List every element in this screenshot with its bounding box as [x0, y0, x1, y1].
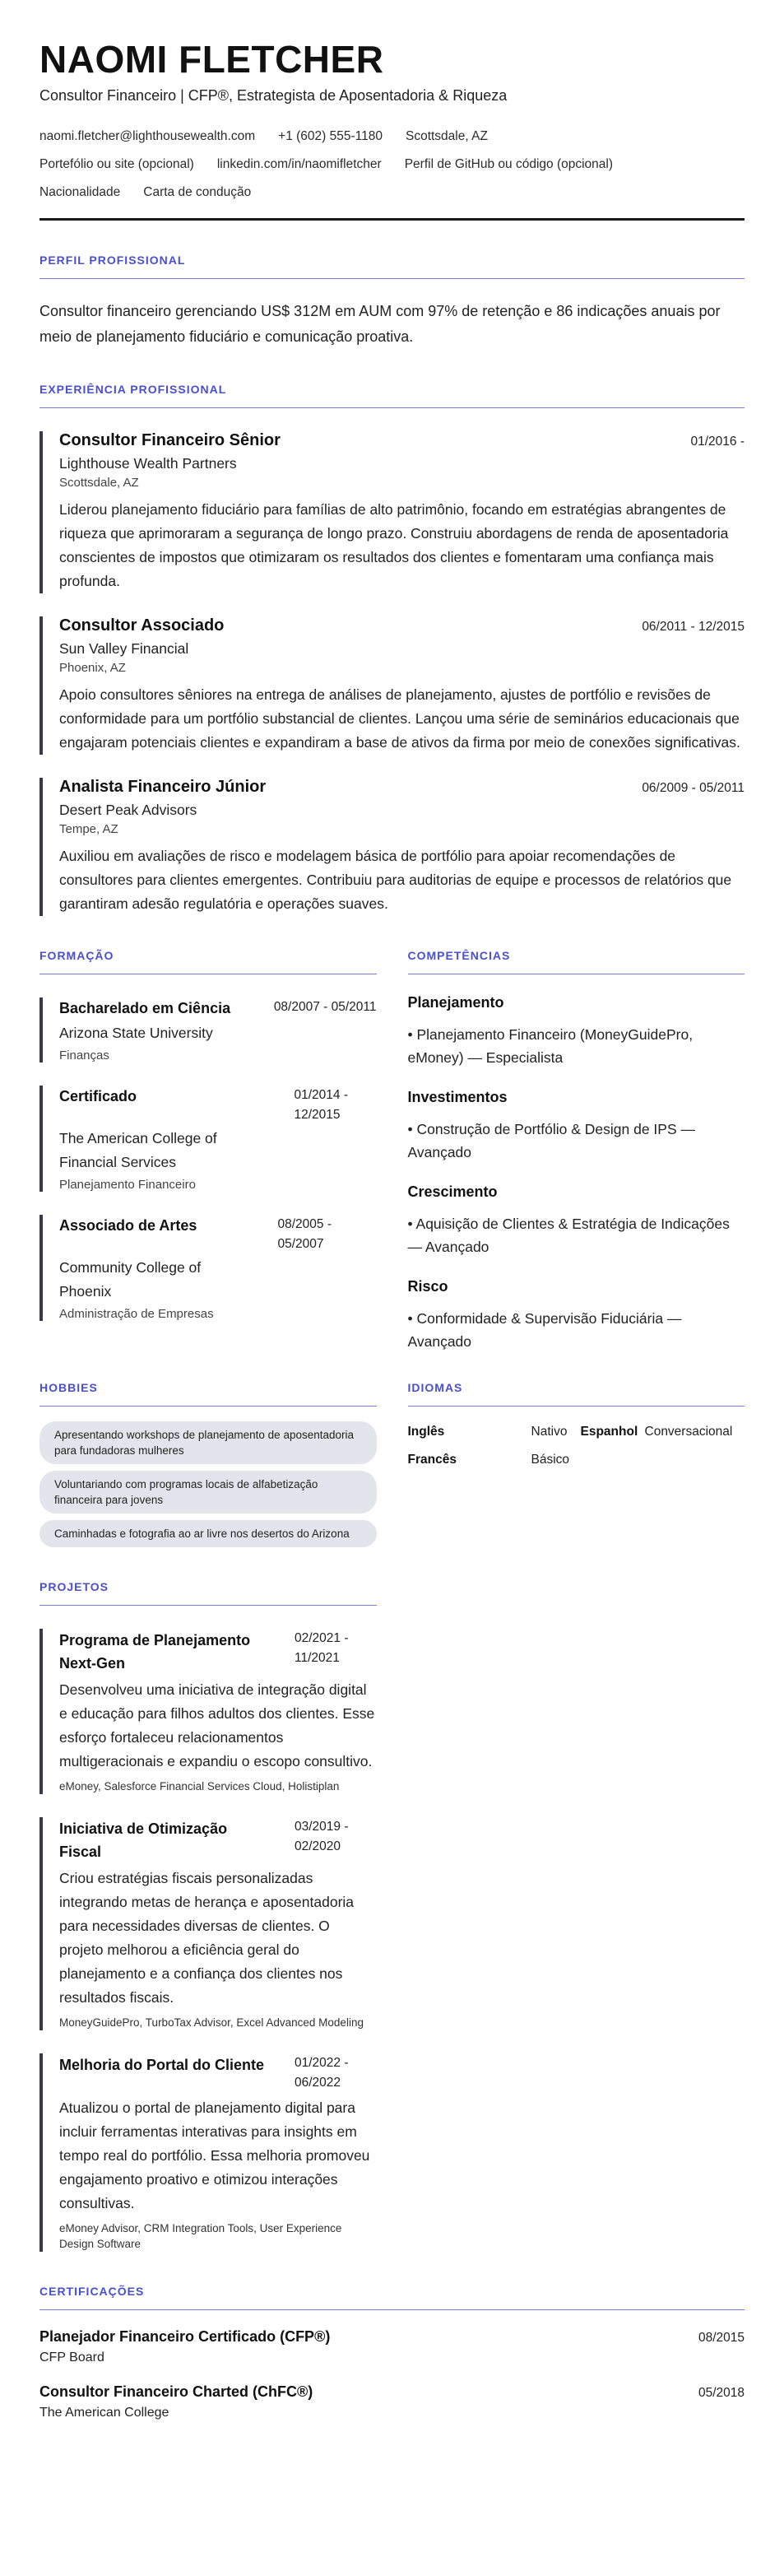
contact-info — [39, 123, 745, 207]
job-description: Liderou planejamento fiduciário para famílias de alto patrimônio, focando em estratégias abrangentes de riqueza que aprimoraram a segurança de longo prazo. Construiu abordagens de renda de aposentadoria conscientes de impostos que otimizaram os resultados dos clientes e fomentaram uma confiança mais profunda. — [59, 501, 729, 589]
hobbies-section — [39, 1381, 377, 1547]
skill-category: Planejamento — [407, 994, 504, 1011]
education-dates: 08/2005 - 05/2007 — [277, 1217, 332, 1251]
section-title: EXPERIÊNCIA PROFISSIONAL — [39, 383, 227, 396]
experience-item — [39, 616, 745, 755]
job-dates: 06/2009 - 05/2011 — [642, 781, 745, 795]
education-dates: 08/2007 - 05/2011 — [273, 1000, 377, 1014]
language-name: Inglês — [407, 1425, 445, 1439]
skill-item: • Planejamento Financeiro (MoneyGuidePro, eMoney) — Especialista — [407, 1026, 694, 1066]
skill-group — [408, 1089, 745, 1164]
section-title: HOBBIES — [39, 1381, 98, 1394]
section-title: PROJETOS — [39, 1580, 109, 1593]
skill-group — [408, 994, 745, 1069]
language-level: Nativo — [531, 1425, 568, 1439]
summary-text: Consultor financeiro gerenciando US$ 312M em AUM com 97% de retenção e 86 indicações anuais por meio de planejamento fiduciário e comunicação proativa. — [39, 303, 721, 345]
company-name: Sun Valley Financial — [59, 640, 189, 657]
school-name: Arizona State University — [59, 1025, 213, 1041]
section-divider — [39, 407, 745, 408]
education-item — [39, 1215, 377, 1321]
section-title: COMPETÊNCIAS — [407, 949, 511, 962]
project-name: Programa de Planejamento Next-Gen — [59, 1632, 251, 1672]
email-link[interactable]: naomi.fletcher@lighthousewealth.com — [39, 129, 256, 143]
field-of-study: Administração de Empresas — [59, 1307, 214, 1321]
field-of-study: Planejamento Financeiro — [59, 1178, 196, 1192]
job-title: Analista Financeiro Júnior — [59, 778, 267, 796]
experience-item — [39, 431, 745, 593]
section-divider — [39, 1605, 377, 1606]
linkedin-link[interactable]: linkedin.com/in/naomifletcher — [216, 157, 382, 171]
contact-row — [39, 151, 745, 179]
project-dates: 02/2021 - 11/2021 — [295, 1631, 349, 1665]
nationality: Nacionalidade — [39, 185, 121, 199]
language-name: Francês — [407, 1453, 457, 1467]
hobby-tag: Caminhadas e fotografia ao ar livre nos desertos do Arizona — [39, 1520, 377, 1547]
project-tech: eMoney, Salesforce Financial Services Cloud, Holistiplan — [59, 1780, 340, 1793]
skill-item: • Conformidade & Supervisão Fiduciária — Avançado — [407, 1310, 682, 1350]
school-name: The American College of Financial Services — [59, 1130, 217, 1170]
location: Scottsdale, AZ — [405, 129, 488, 143]
certifications-section — [39, 2285, 745, 2420]
header-divider — [39, 218, 745, 221]
skill-item: • Aquisição de Clientes & Estratégia de Indicações — Avançado — [407, 1216, 730, 1255]
certification-issuer: CFP Board — [39, 2350, 104, 2364]
education-item — [39, 1086, 377, 1192]
github-link[interactable]: Perfil de GitHub ou código (opcional) — [404, 157, 614, 171]
project-description: Atualizou o portal de planejamento digital para incluir ferramentas interativas para insights em tempo real do portfólio. Essa melhoria promoveu engajamento proativo e otimizou interações consultivas. — [59, 2099, 370, 2211]
skill-group — [408, 1183, 745, 1258]
certification-date: 05/2018 — [698, 2386, 745, 2400]
skill-item: • Construção de Portfólio & Design de IPS — Avançado — [407, 1121, 695, 1160]
contact-row — [39, 123, 745, 151]
skill-group — [408, 1278, 745, 1353]
education-item — [39, 997, 377, 1062]
job-location: Scottsdale, AZ — [59, 476, 139, 490]
field-of-study: Finanças — [59, 1049, 109, 1062]
section-title: CERTIFICAÇÕES — [39, 2285, 145, 2298]
portfolio-link[interactable]: Portefólio ou site (opcional) — [39, 157, 194, 171]
candidate-name: NAOMI FLETCHER — [39, 38, 384, 81]
language-name: Espanhol — [580, 1425, 638, 1439]
hobby-tag: Apresentando workshops de planejamento de aposentadoria para fundadoras mulheres — [39, 1421, 377, 1464]
company-name: Desert Peak Advisors — [59, 802, 197, 818]
project-name: Iniciativa de Otimização Fiscal — [59, 1820, 228, 1860]
education-dates: 01/2014 - 12/2015 — [294, 1088, 348, 1122]
job-dates: 06/2011 - 12/2015 — [642, 620, 745, 634]
degree-name: Certificado — [59, 1088, 137, 1104]
project-name: Melhoria do Portal do Cliente — [59, 2057, 265, 2073]
certification-name: Consultor Financeiro Charted (ChFC®) — [39, 2383, 313, 2400]
section-divider — [39, 1406, 377, 1407]
job-dates: 01/2016 - — [690, 435, 745, 449]
project-description: Desenvolveu uma iniciativa de integração digital e educação para filhos adultos dos clientes. Esse esforço fortaleceu relacionamentos multigeracionais e expandiu o escopo consultivo. — [59, 1681, 375, 1769]
certification-item — [39, 2383, 745, 2420]
driving-license: Carta de condução — [143, 185, 252, 199]
contact-row — [39, 179, 745, 207]
project-tech: eMoney Advisor, CRM Integration Tools, User Experience Design Software — [59, 2222, 342, 2250]
certification-date: 08/2015 — [698, 2331, 745, 2345]
job-description: Apoio consultores sêniores na entrega de análises de planejamento, ajustes de portfólio e revisões de conformidade para um portfólio substancial de clientes. Lançou uma série de seminários educacionais que engajaram potenciais clientes e expandiram a base de ativos da firma por meio de conexões significativas. — [59, 686, 740, 751]
job-title: Consultor Associado — [59, 616, 225, 635]
language-level: Conversacional — [644, 1425, 733, 1439]
section-title: FORMAÇÃO — [39, 949, 114, 962]
phone-number[interactable]: +1 (602) 555-1180 — [278, 129, 383, 143]
project-dates: 01/2022 - 06/2022 — [295, 2056, 349, 2090]
job-location: Phoenix, AZ — [59, 661, 126, 675]
hobbies-languages-row — [39, 1381, 745, 1547]
job-title: Consultor Financeiro Sênior — [59, 431, 281, 449]
section-title: PERFIL PROFISSIONAL — [39, 253, 186, 267]
languages-section — [408, 1381, 745, 1547]
project-item — [39, 2053, 377, 2252]
degree-name: Bacharelado em Ciência — [59, 1000, 231, 1016]
section-title: IDIOMAS — [407, 1381, 463, 1394]
summary-section — [39, 253, 745, 350]
project-item — [39, 1629, 377, 1794]
project-item — [39, 1817, 377, 2030]
project-dates: 03/2019 - 02/2020 — [295, 1820, 349, 1853]
certification-issuer: The American College — [39, 2406, 169, 2420]
language-list — [408, 1425, 745, 1467]
skills-section — [408, 949, 745, 1353]
company-name: Lighthouse Wealth Partners — [59, 455, 237, 472]
skill-category: Risco — [407, 1278, 448, 1295]
skill-category: Investimentos — [407, 1089, 508, 1105]
experience-item — [39, 778, 745, 916]
projects-section — [39, 1580, 377, 2252]
hobby-tag: Voluntariando com programas locais de alfabetização financeira para jovens — [39, 1471, 377, 1514]
project-description: Criou estratégias fiscais personalizadas integrando metas de herança e aposentadoria para necessidades diversas de clientes. O projeto melhorou a eficiência geral do planejamento e a confiança dos clientes nos resultados fiscais. — [59, 1870, 355, 2006]
candidate-headline: Consultor Financeiro | CFP®, Estrategista de Aposentadoria & Riqueza — [39, 87, 508, 104]
skill-category: Crescimento — [407, 1183, 498, 1200]
education-skills-row — [39, 949, 745, 1353]
language-level: Básico — [531, 1453, 570, 1467]
section-divider — [39, 278, 745, 279]
experience-section — [39, 383, 745, 916]
project-tech: MoneyGuidePro, TurboTax Advisor, Excel Advanced Modeling — [59, 2016, 364, 2029]
section-divider — [39, 2309, 745, 2310]
school-name: Community College of Phoenix — [59, 1259, 202, 1300]
certification-item — [39, 2328, 745, 2365]
job-description: Auxiliou em avaliações de risco e modelagem básica de portfólio para apoiar recomendações de consultores para clientes emergentes. Contribuiu para auditorias de equipe e processos de relatórios que garantiram adesão regulatória e operações suaves. — [59, 848, 732, 912]
section-divider — [408, 1406, 745, 1407]
job-location: Tempe, AZ — [59, 822, 118, 836]
resume-header — [39, 36, 745, 221]
certification-name: Planejador Financeiro Certificado (CFP®) — [39, 2328, 331, 2345]
degree-name: Associado de Artes — [59, 1217, 197, 1234]
hobby-list — [39, 1421, 377, 1547]
education-section — [39, 949, 377, 1353]
